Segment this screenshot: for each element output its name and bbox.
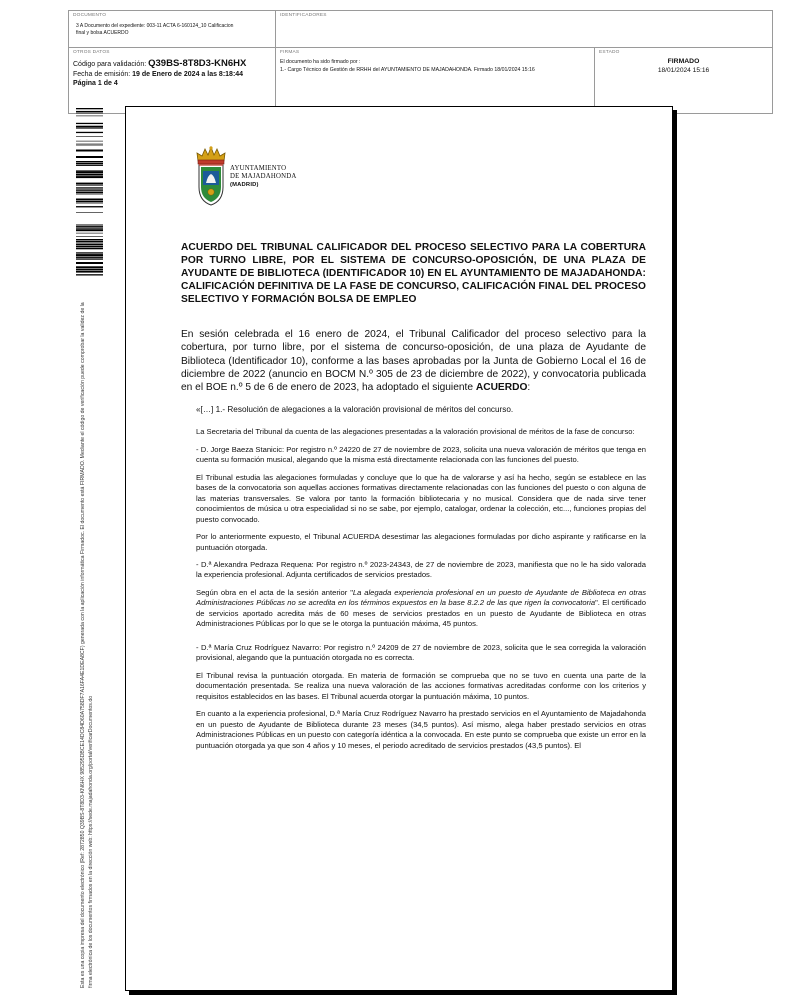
margin-verification-text: Esta es una copia impresa del documento electrónico (Ref: 2872850 Q39BS-8T8D3-KN6HX 985295DBCE14DC84D60A758DF7A16FA4E1DEA8CF) generada con la aplicación informática Firmadoc. El documento está FIRMADO. Mediante el código de verificación puede comprobar la validez de la firma electrónica de los documentos firmados en la dirección web: https://sede.majadahonda.org/portal/verificarDocumentos.do [80,302,94,988]
document-body [196,404,646,758]
document-metadata-table [68,10,773,114]
estado-value: FIRMADO [667,58,700,65]
fecha-label: Fecha de emisión: [73,71,131,79]
firmas-cell [276,48,595,113]
identificadores-cell [276,11,772,47]
identificadores-label: IDENTIFICADORES [280,13,327,18]
estado-cell [595,48,772,113]
intro-end: : [527,382,531,393]
institution-line-1: AYUNTAMIENTO [230,165,287,172]
estado-block [599,57,768,76]
document-title: ACUERDO DEL TRIBUNAL CALIFICADOR DEL PROCESO SELECTIVO PARA LA COBERTURA POR TURNO LIBRE, POR EL SISTEMA DE CONCURSO-OPOSICIÓN, DE UNA PLAZA DE AYUDANTE DE BIBLIOTECA (IDENTIFICADOR 10) EN EL AYUNTAMIENTO DE MAJADAHONDA: CALIFICACIÓN DEFINITIVA DE LA FASE DE CONCURSO, CALIFICACIÓN FINAL DEL PROCESO SELECTIVO Y FORMACIÓN BOLSA DE EMPLEO [181,242,646,306]
firmas-line-1: El documento ha sido firmado por : [280,59,361,65]
metadata-row-top [69,11,772,47]
institution-line-3: (MADRID) [230,181,259,188]
paragraph: - D.ª María Cruz Rodríguez Navarro: Por registro n.º 24209 de 27 de noviembre de 2023, solicita que le sea corregida la valoración provisional, alegando que la puntuación otorgada no es correcta. [196,642,646,663]
intro-paragraph [181,328,646,394]
documento-label: DOCUMENTO [73,13,107,18]
fecha-value: 19 de Enero de 2024 a las 8:18:44 [132,71,244,79]
firmas-line-2: 1.- Cargo Técnico de Gestión de RRHH del AYUNTAMIENTO DE MAJADAHONDA. Firmado 18/01/2024 15:16 [280,66,535,73]
institution-name [230,165,296,189]
intro-acuerdo: ACUERDO [475,382,528,393]
paragraph: El Tribunal estudia las alegaciones formuladas y concluye que lo que ha de valorarse y así ha hecho, según se establece en las bases de la convocatoria son aquellas acciones formativas directamente relacionadas con las funciones del puesto o con alguna de las materias transversales. Se valora por tanto la formación bibliotecaria y no musical. Considera que de nada sirve tener conocimientos de música u otra especialidad si no se sabe, por ejemplo, catalogar, ordenar la colección, etc..., funciones propias del puesto convocado. [196,472,646,524]
majadahonda-coat-of-arms-icon [194,145,228,207]
paragraph: El Tribunal revisa la puntuación otorgada. En materia de formación se comprueba que no se tuvo en cuenta una parte de la documentación presentada. Se realiza una nueva valoración de las acciones formativas acreditadas conforme con los criterios y requisitos establecidos en las bases. El Tribunal acuerda otorgar la puntuación máxima, 10 puntos. [196,670,646,701]
verification-barcode-icon [76,108,103,278]
firmas-label: FIRMAS [280,50,300,55]
section-heading: «[…] 1.- Resolución de alegaciones a la valoración provisional de méritos del concurso. [196,405,514,414]
pagina-value: Página 1 de 4 [73,80,118,88]
pagina-line [73,79,271,88]
codigo-value: Q39BS-8T8D3-KN6HX [148,58,247,69]
fecha-line [73,70,271,79]
firmas-text [280,59,590,75]
document-page [125,106,673,991]
documento-cell [69,11,276,47]
estado-label: ESTADO [599,50,620,55]
paragraph: - D. Jorge Baeza Stanicic: Por registro n.º 24220 de 27 de noviembre de 2023, solicita una nueva valoración de méritos que tenga en cuenta su formación musical, alegando que la misma está directamente relacionada con las funciones del puesto. [196,444,646,465]
codigo-line [73,58,271,70]
quote-end: ". El certificado de servicios aportado acredita más de 60 meses de servicios prestados en un puesto de Ayudante de Biblioteca en otras Administraciones Públicas por lo que se le otorga la puntuación máxima, 45 puntos. [196,598,646,629]
intro-text: En sesión celebrada el 16 enero de 2024, el Tribunal Calificador del proceso selectivo para la cobertura, por turno libre, por el sistema de concurso-oposición, de una plaza de Ayudante de Biblioteca (Identificador 10), conforme a las bases aprobadas por la Junta de Gobierno Local el 16 de diciembre de 2022 (anuncio en BOCM N.º 305 de 23 de diciembre de 2022), y convocatoria publicada en el BOE n.º 5 de 6 de enero de 2023, ha adoptado el siguiente [181,329,646,393]
paragraph: Por lo anteriormente expuesto, el Tribunal ACUERDA desestimar las alegaciones formuladas por dicho aspirante y ratificarse en la puntuación otorgada. [196,532,646,552]
codigo-label: Código para validación: [73,61,147,68]
estado-date: 18/01/2024 15:16 [657,66,710,74]
paragraph: La Secretaria del Tribunal da cuenta de las alegaciones presentadas a la valoración provisional de méritos de la fase de concurso: [196,427,635,437]
otros-datos-cell [69,48,276,113]
metadata-row-bottom [69,47,772,113]
otros-datos-label: OTROS DATOS [73,50,110,55]
paragraph: - D.ª Alexandra Pedraza Requena: Por registro n.º 2023-24343, de 27 de noviembre de 2023, manifiesta que no le ha sido valorada la experiencia profesional. Adjunta certificados de servicios prestados. [196,560,646,580]
institution-line-2: DE MAJADAHONDA [230,173,297,181]
documento-text: 3 A Documento del expediente: 003-11 ACTA 6-160124_10 Calificacion final y bolsa ACUERDO [76,23,234,36]
quote-start: Según obra en el acta de la sesión anterior " [196,587,353,597]
paragraph: En cuanto a la experiencia profesional, D.ª María Cruz Rodríguez Navarro ha prestado servicios en el Ayuntamiento de Majadahonda en un puesto de Ayudante de Biblioteca durante 23 meses (34,5 puntos). Así mismo, alega haber prestado servicios en otras Administraciones Públicas en un puesto con categoría idéntica a la convocada. En este punto se comprueba que existe un error en la puntuación otorgada ya que son 4 años y 10 meses, el periodo acreditado de servicios prestados (43,5 puntos). El [196,709,646,750]
paragraph-quote [196,588,646,630]
quote-italic: La alegada experiencia profesional en un puesto de Ayudante de Biblioteca en otras Administraciones Públicas no se acredita en los términos expuestos en la base 8.2.2 de las que rigen la convocatoria [196,587,646,608]
